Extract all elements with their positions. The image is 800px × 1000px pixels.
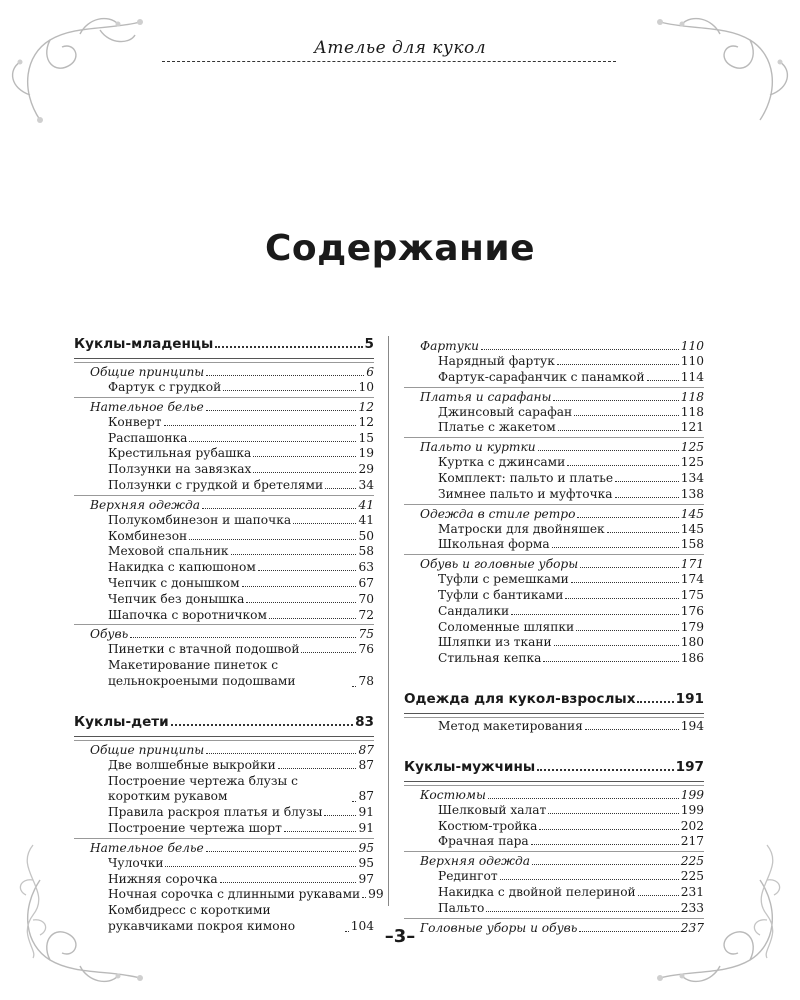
toc-entry-page: 179: [680, 619, 704, 634]
section-heading[interactable]: [74, 336, 374, 359]
toc-entry-text: Комплект: пальто и платье: [438, 470, 614, 485]
toc-entry-page: 29: [358, 462, 374, 477]
dot-leader: [567, 465, 678, 466]
dot-leader: [202, 508, 356, 509]
toc-entry-page: 87: [358, 789, 374, 804]
toc-entry-page: 15: [358, 430, 374, 445]
group-heading-page: 145: [680, 506, 704, 521]
dot-leader: [269, 618, 357, 619]
corner-ornament-top-left: [0, 0, 170, 140]
toc-entry-page: 199: [680, 802, 704, 817]
toc-entry[interactable]: [404, 901, 704, 917]
toc-entry[interactable]: [404, 487, 704, 503]
dot-leader: [580, 567, 679, 568]
group-heading[interactable]: [74, 364, 374, 380]
toc-entry[interactable]: [404, 604, 704, 620]
dot-leader: [548, 813, 678, 814]
group-heading[interactable]: [404, 787, 704, 803]
section-heading-text: Куклы-дети: [74, 713, 169, 730]
group-heading[interactable]: [404, 506, 704, 522]
section-heading-text: Куклы-младенцы: [74, 336, 214, 352]
group-heading-text: Пальто и куртки: [420, 440, 536, 455]
toc-entry-page: 110: [680, 354, 704, 368]
dot-leader: [362, 897, 366, 898]
toc-entry-text: Построение чертежа блузы с коротким рукавом: [108, 773, 298, 804]
dot-leader: [206, 410, 357, 411]
dot-leader: [647, 380, 679, 381]
toc-group: [404, 785, 704, 850]
group-heading-text: Одежда в стиле ретро: [420, 506, 576, 521]
dot-leader: [576, 630, 679, 631]
toc-entry-text: Школьная форма: [438, 537, 550, 552]
group-heading[interactable]: [74, 497, 374, 513]
toc-entry[interactable]: [74, 821, 374, 837]
corner-ornament-top-right: [630, 0, 800, 140]
toc-entry-page: 174: [680, 572, 704, 587]
toc-entry-text: Комбинезон: [108, 528, 188, 543]
toc-entry[interactable]: [404, 885, 704, 901]
toc-entry-page: 134: [680, 470, 704, 485]
toc-entry-text: Конверт: [108, 414, 162, 429]
toc-entry-page: 72: [358, 607, 374, 622]
group-heading-text: Верхняя одежда: [90, 497, 201, 512]
section-heading-text: Одежда для кукол-взрослых: [404, 690, 636, 707]
group-heading-text: Головные уборы и обувь: [420, 920, 578, 935]
toc-entry-page: 138: [680, 486, 704, 501]
toc-entry[interactable]: [404, 651, 704, 667]
toc-entry-page: 70: [358, 591, 374, 606]
dot-leader: [246, 602, 356, 603]
toc-entry-text: Фартук с грудкой: [108, 380, 222, 394]
dot-leader: [231, 554, 357, 555]
toc-group: [74, 362, 374, 396]
dot-leader: [206, 375, 364, 376]
toc-entry-text: Комбидресс с короткими рукавчиками покроя кимоно: [108, 903, 296, 933]
toc-entry-text: Зимнее пальто и муфточка: [438, 486, 613, 501]
toc-entry[interactable]: [404, 834, 704, 850]
toc-entry-page: 118: [680, 404, 704, 419]
group-heading-page: 118: [680, 389, 704, 404]
toc-entry[interactable]: [74, 380, 374, 396]
toc-entry-page: 58: [358, 544, 374, 559]
group-heading-page: 125: [680, 440, 704, 455]
toc-entry-text: Соломенные шляпки: [438, 619, 575, 634]
toc-entry-text: Чепчик с донышком: [108, 575, 240, 590]
group-heading[interactable]: [74, 840, 374, 856]
toc-group: [404, 387, 704, 437]
toc-entry-text: Пальто: [438, 900, 485, 915]
toc-entry[interactable]: [404, 803, 704, 819]
toc-entry-page: 10: [358, 380, 374, 394]
toc-entry-text: Макетирование пинеток с цельнокроеными подошвами: [108, 658, 296, 688]
toc-entry[interactable]: [74, 431, 374, 447]
toc-entry-text: Меховой спальник: [108, 544, 229, 559]
toc-entry-page: 233: [680, 900, 704, 915]
toc-entry[interactable]: [74, 576, 374, 592]
toc-entry-text: Ползунки с грудкой и бретелями: [108, 477, 324, 492]
dot-leader: [574, 415, 679, 416]
dot-leader: [511, 614, 679, 615]
toc-entry-page: 176: [680, 603, 704, 618]
toc-entry-page: 91: [358, 820, 374, 835]
group-heading-text: Обувь и головные уборы: [420, 557, 579, 572]
toc-entry-text: Стильная кепка: [438, 651, 542, 666]
toc-group: [74, 740, 374, 837]
section-heading[interactable]: [74, 714, 374, 737]
group-heading[interactable]: [74, 626, 374, 642]
toc-entry-text: Матроски для двойняшек: [438, 521, 605, 536]
section-heading-page: 191: [675, 690, 704, 707]
dot-leader: [577, 517, 678, 518]
toc-entry-page: 231: [680, 884, 704, 899]
toc-group: [404, 337, 704, 386]
toc-entry-text: Две волшебные выкройки: [108, 757, 276, 772]
toc-section: [404, 691, 704, 735]
toc-entry-page: 217: [680, 834, 704, 849]
toc-group: [74, 838, 384, 935]
group-heading[interactable]: [404, 556, 704, 572]
toc-entry-text: Фрачная пара: [438, 834, 529, 849]
toc-entry[interactable]: [404, 455, 704, 471]
toc-entry-page: 91: [358, 805, 374, 820]
dot-leader: [253, 456, 356, 457]
dot-leader: [481, 349, 679, 350]
dot-leader: [557, 364, 679, 365]
group-heading-page: 12: [358, 399, 374, 414]
dot-leader: [253, 472, 356, 473]
toc-entry-text: Чулочки: [108, 855, 164, 870]
toc-group: [74, 397, 374, 494]
group-heading-text: Общие принципы: [90, 365, 205, 379]
toc-group: [404, 554, 704, 667]
dot-leader: [537, 769, 673, 771]
toc-entry-text: Шляпки из ткани: [438, 635, 552, 650]
toc-entry[interactable]: [404, 819, 704, 835]
group-heading-text: Костюмы: [420, 787, 486, 802]
group-heading-text: Фартуки: [420, 339, 479, 353]
toc-entry[interactable]: [74, 560, 374, 576]
toc-entry-page: 50: [358, 528, 374, 543]
group-heading-text: Платья и сарафаны: [420, 389, 552, 404]
toc-entry-page: 175: [680, 587, 704, 602]
toc-entry[interactable]: [74, 446, 374, 462]
group-heading-page: 237: [680, 920, 704, 935]
dot-leader: [164, 425, 357, 426]
toc-entry-text: Распашонка: [108, 430, 188, 445]
toc-entry-text: Крестильная рубашка: [108, 446, 252, 461]
dot-leader: [571, 582, 679, 583]
toc-section: [404, 759, 704, 936]
dot-leader: [486, 911, 678, 912]
dot-leader: [543, 661, 678, 662]
toc-entry-text: Метод макетирования: [438, 718, 583, 733]
toc-entry-text: Нижняя сорочка: [108, 871, 218, 886]
dot-leader: [638, 895, 679, 896]
toc-section: [74, 336, 374, 690]
toc-entry-page: 76: [358, 642, 374, 657]
dot-leader: [500, 879, 679, 880]
dot-leader: [615, 497, 679, 498]
toc-entry[interactable]: [404, 420, 704, 436]
toc-entry-page: 180: [680, 635, 704, 650]
toc-entry[interactable]: [404, 572, 704, 588]
toc-entry[interactable]: [74, 592, 374, 608]
dot-leader: [352, 686, 356, 687]
toc-entry[interactable]: [404, 354, 704, 370]
toc-entry[interactable]: [404, 471, 704, 487]
toc-entry-page: 145: [680, 521, 704, 536]
toc-entry-page: 41: [358, 512, 374, 527]
toc-entry-text: Джинсовый сарафан: [438, 404, 573, 419]
toc-entry[interactable]: [74, 887, 384, 903]
section-heading-text: Куклы-мужчины: [404, 758, 536, 775]
toc-entry-text: Туфли с бантиками: [438, 587, 564, 602]
dot-leader: [215, 346, 362, 348]
toc-entry[interactable]: [74, 415, 374, 431]
header-divider: [162, 61, 616, 62]
toc-entry[interactable]: [404, 869, 704, 885]
group-heading[interactable]: [404, 389, 704, 405]
group-heading-page: 75: [358, 627, 374, 642]
toc-entry-page: 12: [358, 414, 374, 429]
group-heading[interactable]: [404, 439, 704, 455]
toc-group: [404, 851, 704, 916]
column-divider: [388, 336, 389, 906]
group-heading-page: 6: [366, 365, 374, 379]
toc-entry[interactable]: [404, 620, 704, 636]
section-heading-page: 83: [355, 713, 374, 730]
dot-leader: [324, 815, 356, 816]
dot-leader: [554, 645, 679, 646]
dot-leader: [352, 801, 356, 802]
toc-entry-page: 186: [680, 651, 704, 666]
toc-entry-text: Шелковый халат: [438, 802, 547, 817]
toc-right-column: [404, 336, 704, 960]
dot-leader: [539, 829, 678, 830]
toc-entry-page: 34: [358, 477, 374, 492]
toc-entry[interactable]: [74, 774, 374, 806]
dot-leader: [325, 488, 356, 489]
dot-leader: [165, 866, 356, 867]
group-heading[interactable]: [404, 338, 704, 354]
dot-leader: [171, 724, 353, 726]
toc-left-column: [74, 336, 384, 959]
toc-entry-text: Фартук-сарафанчик с панамкой: [438, 369, 645, 384]
dot-leader: [552, 547, 679, 548]
toc-entry[interactable]: [74, 462, 374, 478]
dot-leader: [206, 753, 356, 754]
dot-leader: [284, 831, 357, 832]
toc-entry[interactable]: [74, 872, 374, 888]
toc-entry[interactable]: [74, 513, 374, 529]
toc-entry-text: Пинетки с втачной подошвой: [108, 642, 300, 657]
dot-leader: [538, 450, 679, 451]
toc-entry[interactable]: [74, 805, 374, 821]
group-heading-text: Нательное белье: [90, 399, 204, 414]
group-heading-page: 225: [680, 854, 704, 869]
toc-entry-text: Ночная сорочка с длинными рукавами: [108, 887, 361, 902]
toc-group: [404, 437, 704, 502]
toc-entry-page: 125: [680, 455, 704, 470]
dot-leader: [532, 864, 679, 865]
group-heading-page: 171: [680, 557, 704, 572]
toc-entry[interactable]: [404, 537, 704, 553]
toc-entry-page: 225: [680, 869, 704, 884]
dot-leader: [242, 586, 357, 587]
toc-entry[interactable]: [404, 522, 704, 538]
toc-entry-page: 97: [358, 871, 374, 886]
toc-entry-text: Правила раскроя платья и блузы: [108, 805, 323, 820]
dot-leader: [565, 598, 678, 599]
toc-section: [404, 337, 704, 667]
toc-entry-text: Нарядный фартук: [438, 354, 555, 368]
group-heading-page: 87: [358, 742, 374, 757]
toc-entry-page: 114: [680, 369, 704, 384]
toc-entry-text: Туфли с ремешками: [438, 572, 569, 587]
toc-entry[interactable]: [404, 635, 704, 651]
dot-leader: [301, 652, 356, 653]
group-heading-page: 110: [680, 339, 704, 353]
toc-entry-page: 104: [350, 918, 374, 933]
group-heading-text: Обувь: [90, 627, 129, 642]
group-heading[interactable]: [74, 742, 374, 758]
dot-leader: [220, 882, 357, 883]
section-heading-page: 5: [364, 336, 374, 352]
running-header-title: Ателье для кукол: [313, 38, 487, 58]
toc-entry-page: 158: [680, 537, 704, 552]
toc-entry-text: Платье с жакетом: [438, 420, 556, 435]
toc-group: [404, 717, 704, 735]
toc-entry-text: Построение чертежа шорт: [108, 820, 282, 835]
section-heading[interactable]: [404, 691, 704, 714]
toc-entry-page: 95: [358, 855, 374, 870]
toc-entry[interactable]: [404, 588, 704, 604]
dot-leader: [488, 798, 679, 799]
toc-entry-page: 63: [358, 560, 374, 575]
toc-group: [74, 495, 374, 624]
toc-entry-text: Накидка с двойной пелериной: [438, 884, 636, 899]
group-heading-text: Нательное белье: [90, 840, 204, 855]
group-heading-text: Общие принципы: [90, 742, 205, 757]
dot-leader: [585, 729, 679, 730]
toc-entry[interactable]: [404, 719, 704, 735]
toc-entry[interactable]: [74, 529, 374, 545]
toc-section: [74, 713, 384, 935]
dot-leader: [278, 768, 357, 769]
dot-leader: [293, 523, 356, 524]
dot-leader: [189, 441, 356, 442]
toc-entry-text: Костюм-тройка: [438, 818, 538, 833]
group-heading[interactable]: [74, 399, 374, 415]
dot-leader: [615, 481, 679, 482]
dot-leader: [206, 851, 357, 852]
dot-leader: [558, 430, 679, 431]
dot-leader: [258, 570, 357, 571]
toc-entry-page: 67: [358, 575, 374, 590]
dot-leader: [531, 844, 679, 845]
dot-leader: [553, 400, 678, 401]
dot-leader: [130, 637, 356, 638]
toc-entry-text: Куртка с джинсами: [438, 455, 566, 470]
toc-entry-text: Редингот: [438, 869, 498, 884]
page-number: –3–: [384, 926, 416, 947]
page-title: Содержание: [264, 228, 536, 269]
toc-entry-text: Сандалики: [438, 603, 510, 618]
toc-entry-page: 19: [358, 446, 374, 461]
toc-entry[interactable]: [404, 405, 704, 421]
toc-entry[interactable]: [74, 478, 374, 494]
toc-entry-text: Шапочка с воротничком: [108, 607, 267, 622]
dot-leader: [189, 539, 356, 540]
section-heading-page: 197: [675, 758, 704, 775]
toc-entry[interactable]: [74, 856, 374, 872]
toc-entry[interactable]: [74, 658, 374, 690]
toc-entry-page: 194: [680, 718, 704, 733]
group-heading-page: 41: [358, 497, 374, 512]
toc-entry[interactable]: [74, 544, 374, 560]
toc-entry[interactable]: [404, 370, 704, 386]
group-heading-text: Верхняя одежда: [420, 854, 531, 869]
toc-entry-page: 121: [680, 420, 704, 435]
toc-group: [74, 624, 374, 689]
toc-entry[interactable]: [74, 642, 374, 658]
group-heading-page: 95: [358, 840, 374, 855]
toc-entry-page: 78: [358, 673, 374, 688]
toc-entry-text: Накидка с капюшоном: [108, 560, 256, 575]
toc-entry[interactable]: [74, 758, 374, 774]
toc-entry-text: Чепчик без донышка: [108, 591, 245, 606]
toc-entry-page: 99: [368, 887, 384, 902]
toc-entry[interactable]: [74, 608, 374, 624]
toc-group: [404, 504, 704, 554]
group-heading[interactable]: [404, 853, 704, 869]
toc-entry-page: 87: [358, 757, 374, 772]
dot-leader: [637, 701, 673, 703]
group-heading-page: 199: [680, 787, 704, 802]
dot-leader: [223, 390, 356, 391]
toc-entry-text: Полукомбинезон и шапочка: [108, 512, 292, 527]
toc-entry-text: Ползунки на завязках: [108, 462, 252, 477]
section-heading[interactable]: [404, 759, 704, 782]
toc-entry-page: 202: [680, 818, 704, 833]
dot-leader: [607, 532, 679, 533]
